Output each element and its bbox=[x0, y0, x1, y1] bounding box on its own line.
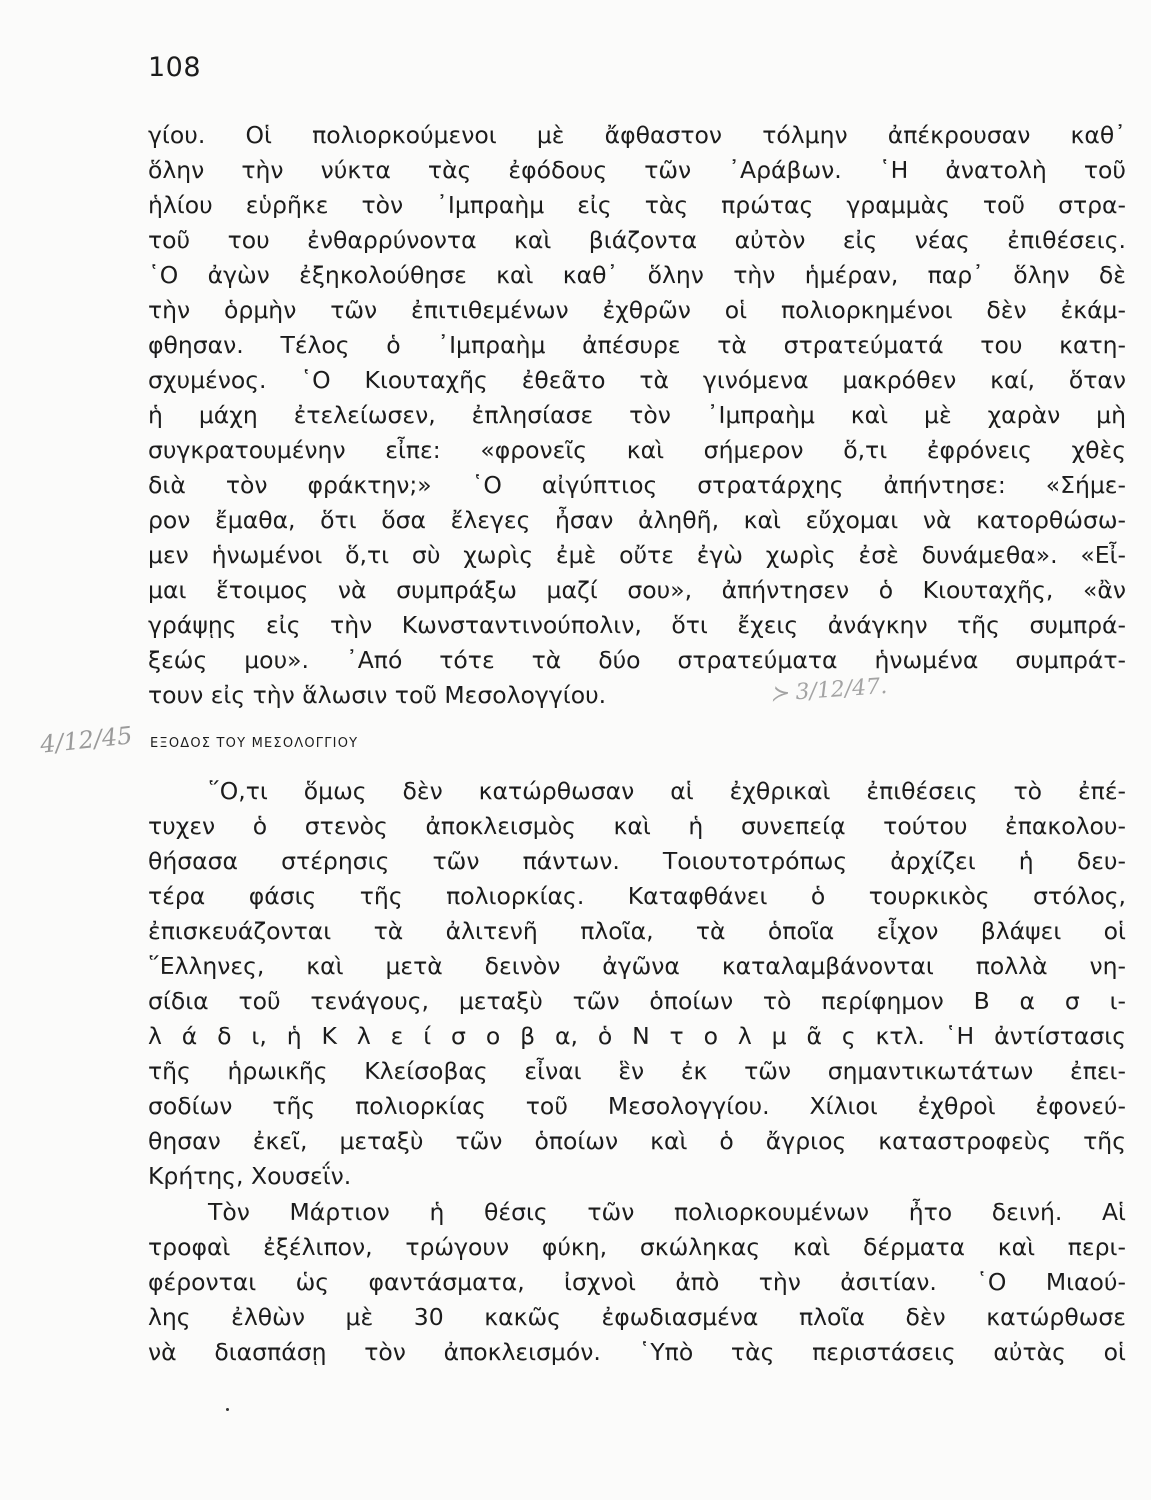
text-line: ῞Ο,τι ὅμως δὲν κατώρθωσαν αἱ ἐχθρικαὶ ἐπιθέσεις τὸ ἐπέ- bbox=[208, 777, 1126, 805]
text-line: σοδίων τῆς πολιορκίας τοῦ Μεσολογγίου. Χίλιοι ἐχθροὶ ἐφονεύ- bbox=[148, 1092, 1126, 1120]
section-heading: ΕΞΟΔΟΣ ΤΟΥ ΜΕΣΟΛΟΓΓΙΟΥ bbox=[150, 736, 359, 751]
text-line: μεν ἡνωμένοι ὅ,τι σὺ χωρὶς ἐμὲ οὔτε ἐγὼ χωρὶς ἐσὲ δυνάμεθα». «Εἶ- bbox=[148, 541, 1126, 569]
text-line: θήσασα στέρησις τῶν πάντων. Τοιουτοτρόπως ἀρχίζει ἡ δευ- bbox=[148, 847, 1126, 875]
handwritten-margin-note: 4/12/45 bbox=[38, 721, 134, 759]
text-line: ἡ μάχη ἐτελείωσεν, ἐπλησίασε τὸν ᾽Ιμπραὴμ καὶ μὲ χαρὰν μὴ bbox=[148, 401, 1126, 429]
text-line: φθησαν. Τέλος ὁ ᾽Ιμπραὴμ ἀπέσυρε τὰ στρατεύματά του κατη- bbox=[148, 331, 1126, 359]
text-line: φέρονται ὡς φαντάσματα, ἰσχνοὶ ἀπὸ τὴν ἀσιτίαν. ῾Ο Μιαού- bbox=[148, 1268, 1126, 1296]
text-line: ῾Ο ἀγὼν ἐξηκολούθησε καὶ καθ᾽ ὅλην τὴν ἡμέραν, παρ᾽ ὅλην δὲ bbox=[148, 261, 1126, 289]
text-line: ἐπισκευάζονται τὰ ἀλιτενῆ πλοῖα, τὰ ὁποῖα εἶχον βλάψει οἱ bbox=[148, 917, 1126, 945]
text-line: τουν εἰς τὴν ἅλωσιν τοῦ Μεσολογγίου. bbox=[148, 681, 607, 709]
text-line: ρον ἔμαθα, ὅτι ὅσα ἔλεγες ἦσαν ἀληθῆ, καὶ εὔχομαι νὰ κατορθώσω- bbox=[148, 506, 1126, 534]
text-line: διὰ τὸν φράκτην;» ῾Ο αἰγύπτιος στρατάρχης ἀπήντησε: «Σήμε- bbox=[148, 471, 1126, 499]
text-line: θησαν ἐκεῖ, μεταξὺ τῶν ὁποίων καὶ ὁ ἄγριος καταστροφεὺς τῆς bbox=[148, 1127, 1126, 1155]
text-line: σχυμένος. ῾Ο Κιουταχῆς ἐθεᾶτο τὰ γινόμενα μακρόθεν καί, ὅταν bbox=[148, 366, 1126, 394]
text-line: τοῦ του ἐνθαρρύνοντα καὶ βιάζοντα αὐτὸν εἰς νέας ἐπιθέσεις. bbox=[148, 226, 1126, 254]
paragraph-1 bbox=[148, 118, 1126, 713]
text-line: συγκρατουμένην εἶπε: «φρονεῖς καὶ σήμερον ὅ,τι ἐφρόνεις χθὲς bbox=[148, 436, 1126, 464]
text-line: ξεώς μου». ᾽Από τότε τὰ δύο στρατεύματα ἡνωμένα συμπράτ- bbox=[148, 646, 1126, 674]
paragraph-3 bbox=[148, 1195, 1126, 1370]
text-line: τυχεν ὁ στενὸς ἀποκλεισμὸς καὶ ἡ συνεπείᾳ τούτου ἐπακολου- bbox=[148, 812, 1126, 840]
text-line: τὴν ὁρμὴν τῶν ἐπιτιθεμένων ἐχθρῶν οἱ πολιορκημένοι δὲν ἐκάμ- bbox=[148, 296, 1126, 324]
text-line: λ ά δ ι, ἡ Κ λ ε ί σ ο β α, ὁ Ν τ ο λ μ ᾶ ς κτλ. ῾Η ἀντίστασις bbox=[148, 1022, 1126, 1050]
text-line: ῞Ελληνες, καὶ μετὰ δεινὸν ἀγῶνα καταλαμβάνονται πολλὰ νη- bbox=[148, 952, 1126, 980]
text-line: Κρήτης, Χουσεΐν. bbox=[148, 1162, 352, 1190]
text-line: γράψῃς εἰς τὴν Κωνσταντινούπολιν, ὅτι ἔχεις ἀνάγκην τῆς συμπρά- bbox=[148, 611, 1126, 639]
text-line: γίου. Οἱ πολιορκούμενοι μὲ ἄφθαστον τόλμην ἀπέκρουσαν καθ᾽ bbox=[148, 121, 1126, 149]
text-line: τροφαὶ ἐξέλιπον, τρώγουν φύκη, σκώληκας καὶ δέρματα καὶ περι- bbox=[148, 1233, 1126, 1261]
text-line: νὰ διασπάσῃ τὸν ἀποκλεισμόν. ῾Υπὸ τὰς περιστάσεις αὐτὰς οἱ bbox=[148, 1338, 1126, 1366]
text-line: ὅλην τὴν νύκτα τὰς ἐφόδους τῶν ᾽Αράβων. ῾Η ἀνατολὴ τοῦ bbox=[148, 156, 1126, 184]
handwritten-date-note: ≻ 3/12/47. bbox=[769, 673, 888, 708]
text-line: μαι ἕτοιμος νὰ συμπράξω μαζί σου», ἀπήντησεν ὁ Κιουταχῆς, «ἂν bbox=[148, 576, 1126, 604]
text-line: τῆς ἡρωικῆς Κλείσοβας εἶναι ἓν ἐκ τῶν σημαντικωτάτων ἐπει- bbox=[148, 1057, 1126, 1085]
text-line: λης ἐλθὼν μὲ 30 κακῶς ἐφωδιασμένα πλοῖα δὲν κατώρθωσε bbox=[148, 1303, 1126, 1331]
text-line: σίδια τοῦ τενάγους, μεταξὺ τῶν ὁποίων τὸ περίφημον Β α σ ι- bbox=[148, 987, 1126, 1015]
text-line: Τὸν Μάρτιον ἡ θέσις τῶν πολιορκουμένων ἦτο δεινή. Αἱ bbox=[208, 1198, 1126, 1226]
paragraph-2 bbox=[148, 774, 1126, 1194]
text-line: τέρα φάσις τῆς πολιορκίας. Καταφθάνει ὁ τουρκικὸς στόλος, bbox=[148, 882, 1126, 910]
page-number: 108 bbox=[148, 52, 202, 83]
text-line: ἡλίου εὑρῆκε τὸν ᾽Ιμπραὴμ εἰς τὰς πρώτας γραμμὰς τοῦ στρα- bbox=[148, 191, 1126, 219]
ink-speck bbox=[226, 1408, 229, 1411]
